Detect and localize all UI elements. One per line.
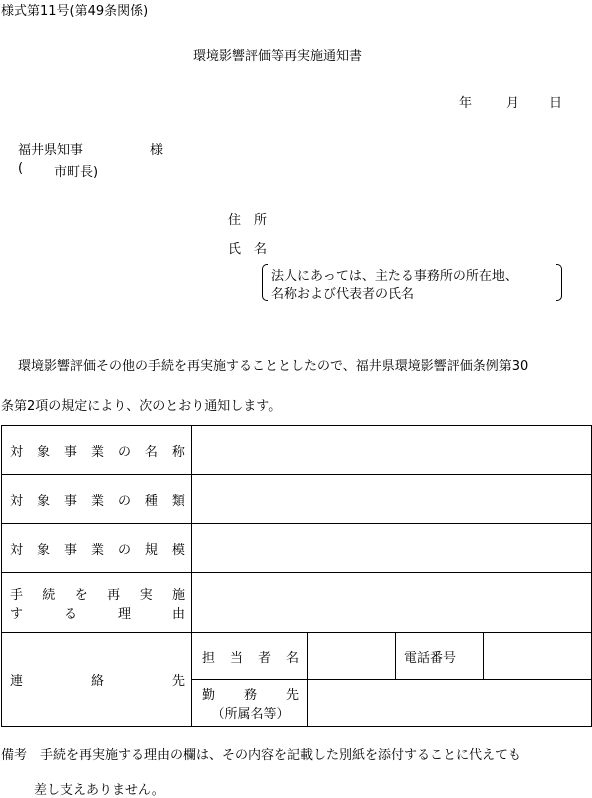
project-type-label: 対 象 事 業 の 種 類 — [10, 493, 185, 509]
left-bracket — [262, 264, 268, 301]
corporate-note-line1: 法人にあっては、主たる事務所の所在地、 — [271, 269, 518, 284]
project-scale-label: 対 象 事 業 の 規 模 — [10, 542, 185, 558]
remarks-line1: 備考 手続を再実施する理由の欄は、その内容を記載した別紙を添付することに代えても — [1, 748, 522, 763]
workplace-label-cell — [192, 680, 308, 727]
date-year-label: 年 — [459, 96, 473, 111]
phone-number-label-cell — [396, 633, 484, 680]
project-scale-label-cell — [2, 524, 192, 573]
body-line1: 環境影響評価その他の手続を再実施することとしたので、福井県環境影響評価条例第30 — [18, 359, 529, 374]
project-name-value[interactable] — [192, 426, 592, 475]
reason-label-line2: す る 理 由 — [10, 606, 185, 622]
table-row — [2, 633, 592, 680]
remarks-line2: 差し支えありません。 — [34, 783, 165, 798]
table-row — [2, 524, 592, 573]
project-type-label-cell — [2, 475, 192, 524]
project-type-value[interactable] — [192, 475, 592, 524]
document-title: 環境影響評価等再実施通知書 — [193, 49, 363, 64]
reason-label-cell — [2, 573, 192, 633]
name-label: 氏 名 — [228, 242, 268, 257]
phone-number-value[interactable] — [484, 633, 592, 680]
affiliation-label: （所属名等） — [211, 707, 290, 722]
contact-label: 連 絡 先 — [10, 674, 185, 689]
project-scale-value[interactable] — [192, 524, 592, 573]
person-in-charge-value[interactable] — [308, 633, 396, 680]
phone-number-label: 電話番号 — [404, 650, 457, 666]
workplace-value[interactable] — [308, 680, 592, 727]
table-row — [2, 573, 592, 633]
right-bracket — [556, 264, 562, 301]
form-number: 様式第11号(第49条関係) — [1, 4, 149, 19]
table-row — [2, 475, 592, 524]
recipient-governor: 福井県知事 — [18, 143, 84, 158]
workplace-label: 勤 務 先 — [202, 688, 299, 703]
project-name-label: 対 象 事 業 の 名 称 — [10, 444, 185, 460]
corporate-note-line2: 名称および代表者の氏名 — [271, 287, 415, 302]
reason-value[interactable] — [192, 573, 592, 633]
date-day-label: 日 — [549, 96, 563, 111]
notification-table — [1, 425, 592, 727]
project-name-label-cell — [2, 426, 192, 475]
person-in-charge-label-cell — [192, 633, 308, 680]
contact-label-cell — [2, 633, 192, 727]
table-row — [2, 426, 592, 475]
recipient-mayor: 市町長) — [54, 165, 99, 180]
body-line2: 条第2項の規定により、次のとおり通知します。 — [1, 399, 282, 414]
address-label: 住 所 — [228, 213, 268, 228]
reason-label-line1: 手 続 を 再 実 施 — [10, 587, 185, 603]
recipient-mayor-open-paren: ( — [18, 161, 24, 176]
recipient-honorific: 様 — [150, 143, 164, 158]
person-in-charge-label: 担 当 者 名 — [202, 650, 299, 666]
date-month-label: 月 — [506, 96, 520, 111]
